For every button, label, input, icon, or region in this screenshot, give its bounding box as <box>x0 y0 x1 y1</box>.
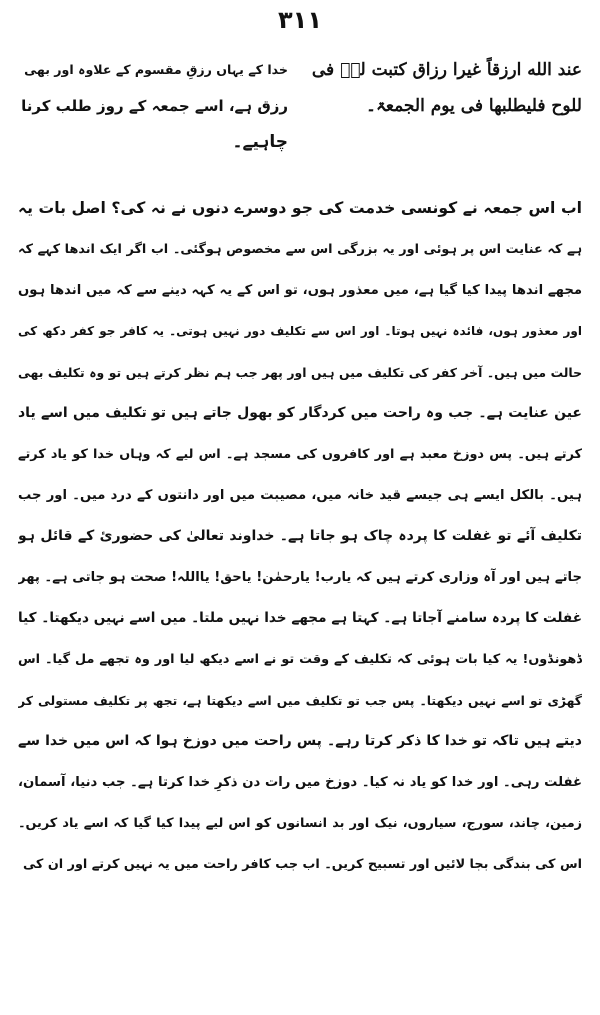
text-line: تکلیف آئے تو غفلت کا پردہ چاک ہو جاتا ہے۔ خداوند تعالیٰ کی حضوریٔ کے قائل ہو <box>18 528 582 544</box>
translation-line: خدا کے یہاں رزقِ مقسوم کے علاوہ اور بھی <box>24 62 288 77</box>
translation-line: چاہیے۔ <box>232 132 288 152</box>
text-line: غفلت رہی۔ اور خدا کو یاد نہ کیا۔ دوزخ میں رات دن ذکرِ خدا کرتا ہے۔ جب دنیا، آسمان، <box>18 775 582 790</box>
text-line: ہے کہ عنایت اس پر ہوئی اور یہ بزرگی اس سے مخصوص ہوگئی۔ اب اگر ایک اندھا کہے کہ <box>18 242 582 257</box>
text-line: دیتے ہیں تاکہ تو خدا کا ذکر کرتا رہے۔ پس راحت میں دوزخ ہوا کہ اس میں خدا سے <box>18 733 582 749</box>
text-line: مجھے اندھا پیدا کیا گیا ہے، میں معذور ہوں، تو اس کے یہ کہہ دینے سے کہ میں اندھا ہوں <box>18 283 582 298</box>
arabic-line: للوح فلیطلبھا فی یوم الجمعۃ۔ <box>365 96 582 116</box>
text-line: عین عنایت ہے۔ جب وہ راحت میں کردگار کو بھول جاتے ہیں تو تکلیف میں اسے یاد <box>18 405 582 421</box>
text-line: کرتے ہیں۔ پس دوزخ معبد ہے اور کافروں کی مسجد ہے۔ اس لیے کہ وہاں خدا کو یاد کرتے <box>18 447 582 462</box>
text-line: ہیں۔ بالکل ایسے ہی جیسے قید خانہ میں، مصیبت میں اور دانتوں کے درد میں۔ اور جب <box>18 488 582 503</box>
text-line: ڈھونڈوں! یہ کیا بات ہوئی کہ تکلیف کے وقت تو نے اسے دیکھ لیا اور وہ تجھے مل گیا۔ اس <box>18 652 582 667</box>
text-line: زمین، چاند، سورج، سیاروں، نیک اور بد انسانوں کو اس لیے پیدا کیا گیا کہ اسے یاد کریں۔ <box>18 816 582 831</box>
arabic-quote <box>307 52 582 124</box>
text-line: جاتے ہیں اور آہ وزاری کرتے ہیں کہ یارب! یارحمٰن! یاحق! یااللہ! صحت ہو جاتی ہے۔ پھر <box>18 570 582 585</box>
page-number: ۳۱۱ <box>278 6 322 34</box>
text-line: حالت میں ہیں۔ آخر کفر کی تکلیف میں ہیں اور پھر جب ہم نظر کرتے ہیں تو وہ تکلیف بھی <box>18 365 582 380</box>
book-page <box>18 0 582 1015</box>
text-line: اور معذور ہوں، فائدہ نہیں ہوتا۔ اور اس سے تکلیف دور نہیں ہوتی۔ یہ کافر جو کفر دکھ کی <box>18 324 582 338</box>
text-line: غفلت کا پردہ سامنے آجاتا ہے۔ کہتا ہے مجھے خدا نہیں ملتا۔ میں اسے نہیں دیکھتا۔ کیا <box>18 610 582 626</box>
body-paragraph <box>18 188 582 885</box>
text-line: گھڑی تو اسے نہیں دیکھتا۔ پس جب تو تکلیف میں اسے دیکھتا ہے، تجھ پر تکلیف مستولی کر <box>18 693 582 708</box>
translation-line: رزق ہے، اسے جمعہ کے روز طلب کرنا <box>21 97 288 115</box>
arabic-line: عند الله ارزقاً غیرا رزاق کتبت لہٗ فی <box>311 60 582 80</box>
text-line: اس کی بندگی بجا لائیں اور تسبیح کریں۔ اب جب کافر راحت میں یہ نہیں کرتے اور ان کی <box>22 857 582 872</box>
text-line: اب اس جمعہ نے کونسی خدمت کی جو دوسرے دنوں نے نہ کی؟ اصل بات یہ <box>18 199 582 217</box>
urdu-translation <box>18 52 288 160</box>
intro-hadith <box>18 52 582 172</box>
